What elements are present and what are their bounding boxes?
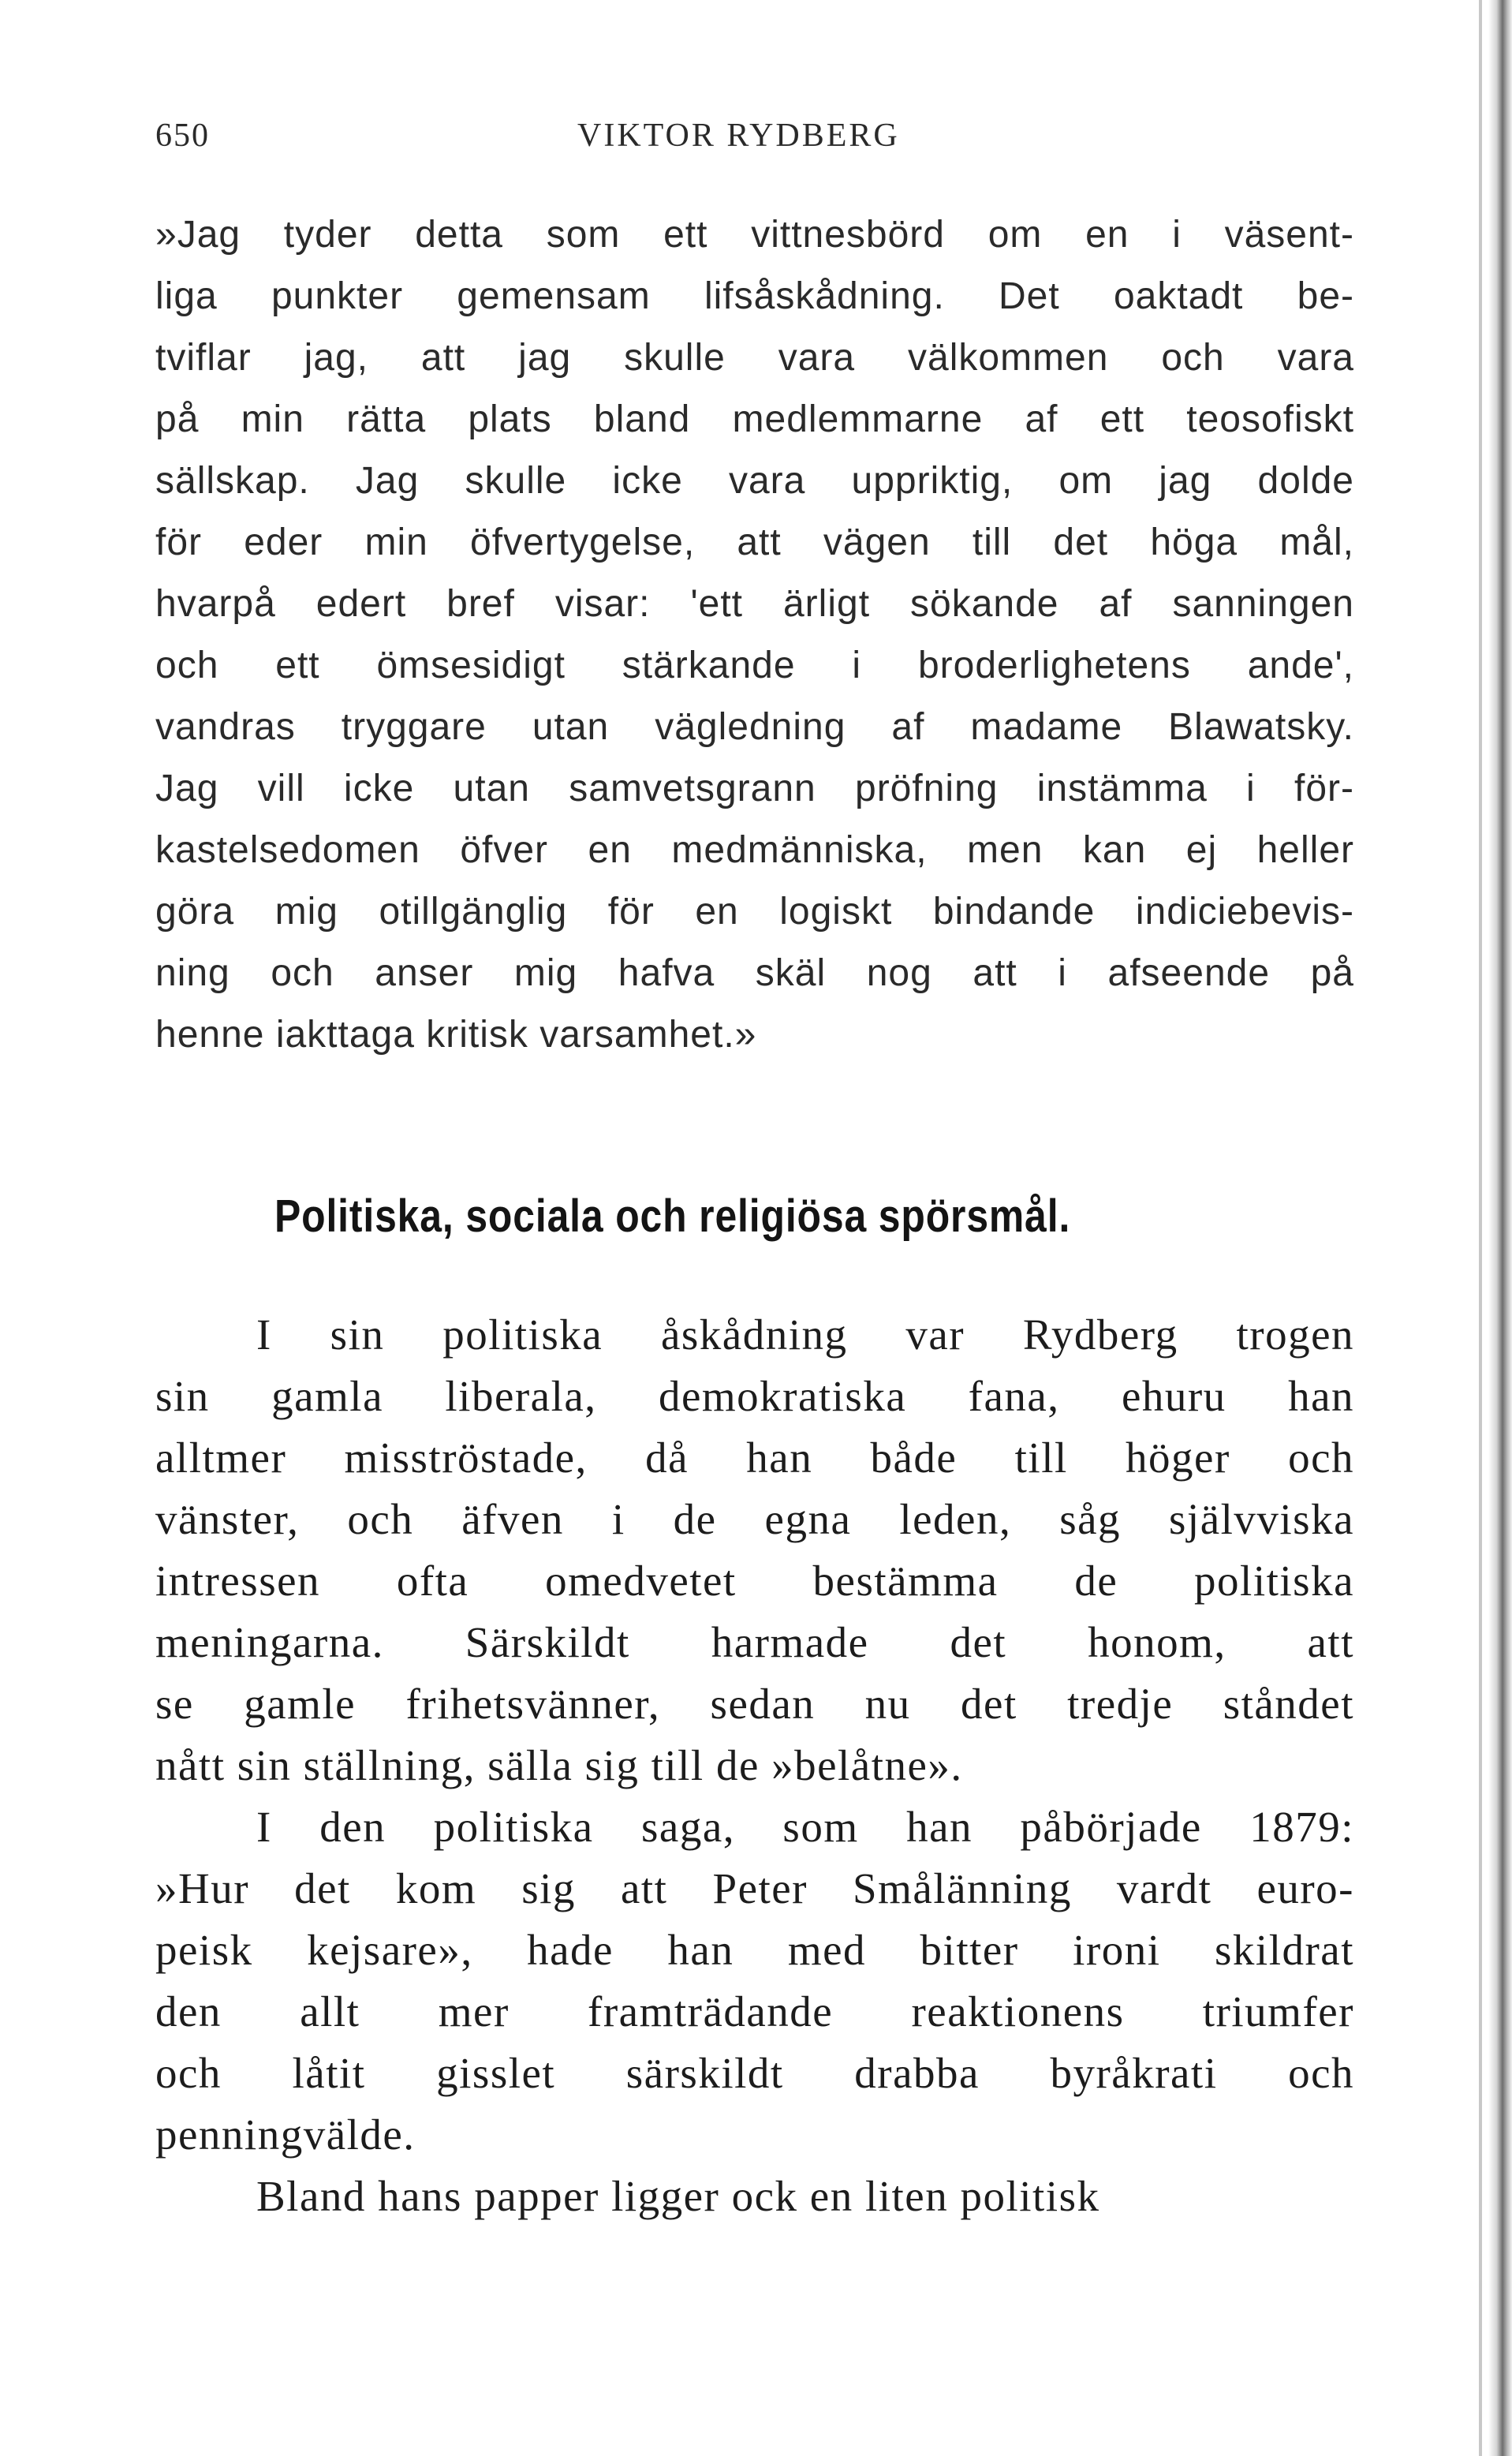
body-line: meningarna. Särskildt harmade det honom, att: [155, 1618, 1354, 1666]
quote-line: »Jag tyder detta som ett vittnesbörd om en i väsent-: [155, 214, 1354, 256]
body-line: »Hur det kom sig att Peter Smålänning vardt euro-: [155, 1864, 1354, 1912]
quote-line: hvarpå edert bref visar: 'ett ärligt sökande af sanningen: [155, 583, 1354, 625]
page-number: 650: [155, 118, 210, 154]
body-line: sin gamla liberala, demokratiska fana, ehuru han: [155, 1372, 1354, 1420]
body-line: se gamle frihetsvänner, sedan nu det tredje ståndet: [155, 1680, 1354, 1728]
body-line: och låtit gisslet särskildt drabba byråkrati och: [155, 2049, 1354, 2097]
body-line: peisk kejsare», hade han med bitter ironi skildrat: [155, 1926, 1354, 1974]
body-line: penningvälde.: [155, 2110, 416, 2159]
quote-line: tviflar jag, att jag skulle vara välkommen och vara: [155, 337, 1354, 379]
page-header: [155, 117, 1354, 164]
quote-line: liga punkter gemensam lifsåskådning. Det oaktadt be-: [155, 275, 1354, 317]
body-line: I sin politiska åskådning var Rydberg trogen: [256, 1310, 1354, 1359]
quote-line: för eder min öfvertygelse, att vägen till det höga mål,: [155, 521, 1354, 563]
book-spine-edge: [1488, 0, 1512, 2456]
running-head: VIKTOR RYDBERG: [577, 118, 900, 154]
body-line: intressen ofta omedvetet bestämma de politiska: [155, 1557, 1354, 1605]
quote-line: göra mig otillgänglig för en logiskt bindande indiciebevis-: [155, 891, 1354, 933]
quote-line: Jag vill icke utan samvetsgrann pröfning instämma i för-: [155, 768, 1354, 809]
page-edge-line: [1479, 0, 1482, 2456]
quote-line: ning och anser mig hafva skäl nog att i afseende på: [155, 952, 1354, 994]
quote-line: och ett ömsesidigt stärkande i broderlighetens ande',: [155, 645, 1354, 686]
body-line: vänster, och äfven i de egna leden, såg självviska: [155, 1495, 1354, 1543]
body-text: [155, 1304, 1354, 2227]
quote-line: vandras tryggare utan vägledning af madame Blawatsky.: [155, 706, 1354, 748]
quote-line: henne iakttaga kritisk varsamhet.»: [155, 1014, 757, 1056]
body-line: alltmer misströstade, då han både till höger och: [155, 1434, 1354, 1482]
body-line: nått sin ställning, sälla sig till de »belåtne».: [155, 1741, 963, 1789]
quote-line: kastelsedomen öfver en medmänniska, men kan ej heller: [155, 829, 1354, 871]
section-heading: Politiska, sociala och religiösa spörsmål.: [274, 1191, 1071, 1242]
quoted-letter: [155, 204, 1354, 1066]
quote-line: på min rätta plats bland medlemmarne af ett teosofiskt: [155, 398, 1354, 440]
body-line: den allt mer framträdande reaktionens triumfer: [155, 1987, 1354, 2035]
body-line: Bland hans papper ligger ock en liten politisk: [256, 2172, 1100, 2220]
body-line: I den politiska saga, som han påbörjade 1879:: [256, 1803, 1354, 1851]
quote-line: sällskap. Jag skulle icke vara uppriktig, om jag dolde: [155, 460, 1354, 502]
